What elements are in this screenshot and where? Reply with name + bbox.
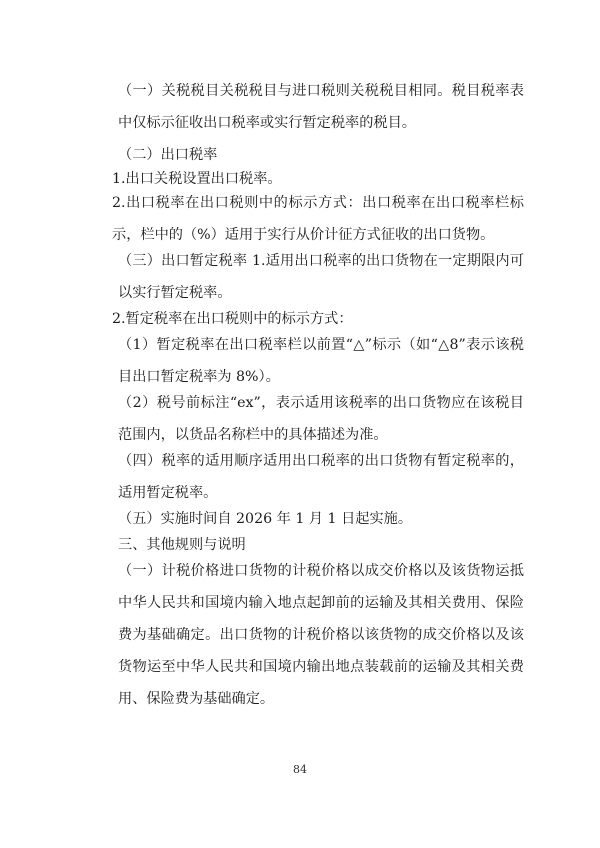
paragraph-application-order: （四）税率的适用顺序适用出口税率的出口货物有暂定税率的，适用暂定税率。 [118, 453, 524, 501]
paragraph-export-rate-1: 1.出口关税设置出口税率。 [112, 171, 282, 187]
paragraph-ex-marking: （2）税号前标注“ex”，表示适用该税率的出口货物应在该税目范围内，以货品名称栏中的具体描述为准。 [118, 395, 524, 443]
section-heading-other-rules: 三、其他规则与说明 [118, 537, 246, 553]
paragraph-export-rate-heading: （二）出口税率 [118, 147, 218, 163]
paragraph-customs-items: （一）关税税目关税税目与进口税则关税税目相同。税目税率表中仅标示征收出口税率或实行暂定税率的税目。 [118, 83, 524, 131]
paragraph-taxable-price: （一）计税价格进口货物的计税价格以成交价格以及该货物运抵中华人民共和国境内输入地点起卸前的运输及其相关费用、保险费为基础确定。出口货物的计税价格以该货物的成交价格以及该货物运至中华人民共和国境内输出地点装载前的运输及其相关费用、保险费为基础确定。 [118, 563, 524, 707]
paragraph-triangle-marking: （1）暂定税率在出口税率栏以前置“△”标示（如“△8”表示该税目出口暂定税率为 8%）。 [118, 337, 524, 385]
paragraph-effective-date: （五）实施时间自 2026 年 1 月 1 日起实施。 [118, 511, 413, 527]
page-number: 84 [293, 763, 307, 776]
paragraph-provisional-marking: 2.暂定税率在出口税则中的标示方式： [112, 311, 353, 327]
paragraph-export-rate-2: 2.出口税率在出口税则中的标示方式：出口税率在出口税率栏标示，栏中的（%）适用于实行从价计征方式征收的出口货物。 [112, 195, 524, 243]
paragraph-provisional-rate: （三）出口暂定税率 1.适用出口税率的出口货物在一定期限内可以实行暂定税率。 [118, 253, 524, 301]
